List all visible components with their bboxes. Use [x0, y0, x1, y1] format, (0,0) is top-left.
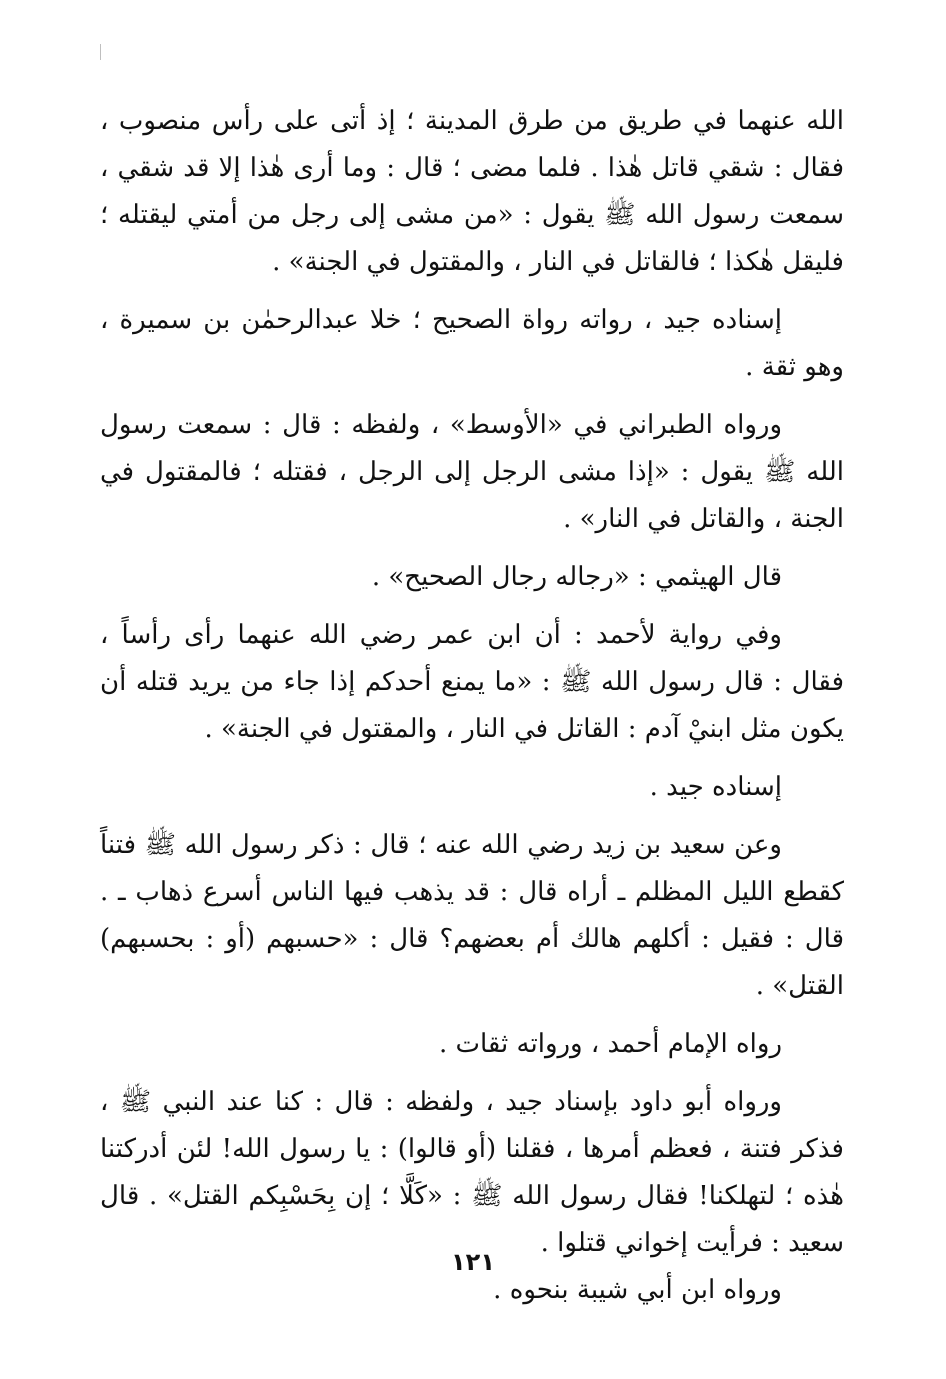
- paragraph-hadith-qatil: الله عنهما في طريق من طرق المدينة ؛ إذ أتى على رأس منصوب ، فقال : شقي قاتل هٰذا . فلما مضى ؛ قال : وما أرى هٰذا إلا قد شقي ، سمعت رسول الله ﷺ يقول : «من مشى إلى رجل من أمتي ليقتله ؛ فليقل هٰكذا ؛ فالقاتل في النار ، والمقتول في الجنة» .: [100, 106, 845, 277]
- paragraph-abu-dawud: ورواه أبو داود بإسناد جيد ، ولفظه : قال : كنا عند النبي ﷺ ، فذكر فتنة ، فعظم أمرها ، فقلنا (أو قالوا) : يا رسول الله! لئن أدركتنا هٰذه ؛ لتهلكنا! فقال رسول الله ﷺ : «كَلَّا ؛ إن بِحَسْبِكم القتل» . قال سعيد : فرأيت إخواني قتلوا .: [100, 1087, 844, 1258]
- paragraph-imam-ahmad: رواه الإمام أحمد ، ورواته ثقات .: [438, 1029, 782, 1059]
- paragraph-said-ibn-zayd: وعن سعيد بن زيد رضي الله عنه ؛ قال : ذكر رسول الله ﷺ فتناً كقطع الليل المظلم ـ أراه قال : قد يذهب فيها الناس أسرع ذهاب ـ . قال : فقيل : أكلهم هالك أم بعضهم؟ قال : «حسبهم (أو : بحسبهم) القتل» .: [100, 830, 845, 1001]
- page-body: [100, 98, 844, 1314]
- page-number: ١٢١: [451, 1248, 495, 1276]
- paragraph-isnad-1: إسناده جيد ، رواته رواة الصحيح ؛ خلا عبدالرحمٰن بن سميرة ، وهو ثقة .: [100, 305, 844, 382]
- paragraph-haythami: قال الهيثمي : «رجاله رجال الصحيح» .: [371, 562, 782, 592]
- scan-mark: [100, 44, 101, 60]
- paragraph-isnad-2: إسناده جيد .: [649, 772, 782, 802]
- paragraph-ibn-abi-shayba: ورواه ابن أبي شيبة بنحوه .: [493, 1275, 782, 1305]
- paragraph-tabarani: ورواه الطبراني في «الأوسط» ، ولفظه : قال : سمعت رسول الله ﷺ يقول : «إذا مشى الرجل إلى الرجل ، فقتله ؛ فالمقتول في الجنة ، والقاتل في النار» .: [100, 410, 844, 534]
- paragraph-ahmad-narration: وفي رواية لأحمد : أن ابن عمر رضي الله عنهما رأى رأساً ، فقال : قال رسول الله ﷺ : «ما يمنع أحدكم إذا جاء من يريد قتله أن يكون مثل ابنيْ آدم : القاتل في النار ، والمقتول في الجنة» .: [100, 620, 844, 744]
